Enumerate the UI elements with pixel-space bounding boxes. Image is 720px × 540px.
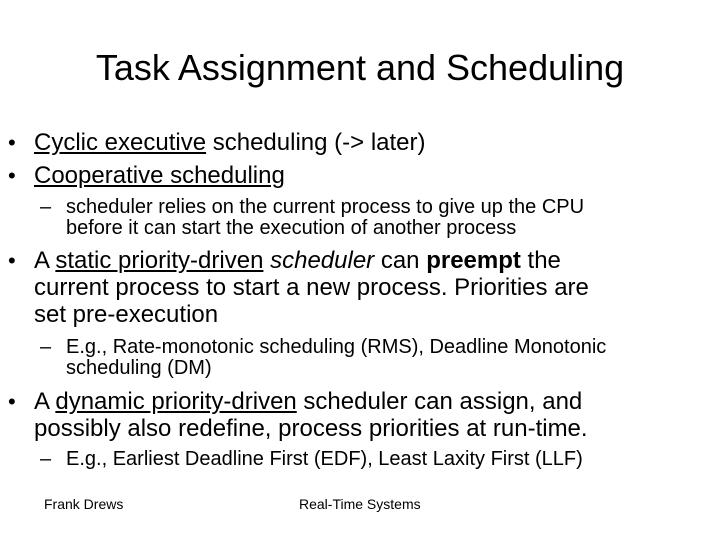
- bullet-cyclic-executive: [8, 129, 720, 156]
- bullet-dot: •: [8, 163, 16, 188]
- bullet-text-line-2: current process to start a new process. Priorities are: [34, 274, 589, 301]
- bullet-text-line-3: set pre-execution: [34, 301, 219, 328]
- italic-term: scheduler: [263, 247, 375, 274]
- bullet-text: [34, 162, 720, 189]
- slide-title: Task Assignment and Scheduling: [95, 47, 625, 88]
- underlined-term: Cyclic executive: [34, 129, 207, 156]
- bullet-text: [34, 388, 720, 415]
- bullet-text-line-2: possibly also redefine, process priorities at run-time.: [34, 415, 588, 442]
- sub-bullet-dash: –: [40, 336, 52, 358]
- footer-course: Real-Time Systems: [299, 496, 421, 512]
- bullet-dot: •: [8, 248, 16, 273]
- sub-bullet-dash: –: [40, 448, 52, 470]
- bullet-text-part: the: [520, 247, 561, 274]
- sub-bullet-cooperative: [40, 197, 720, 239]
- underlined-term: dynamic priority-driven: [55, 388, 297, 415]
- bullet-cooperative-scheduling: [8, 162, 720, 189]
- bullet-text: [34, 247, 720, 274]
- underlined-term: Cooperative scheduling: [34, 162, 285, 189]
- sub-bullet-dash: –: [40, 196, 52, 218]
- bullet-text-part: A: [34, 388, 56, 415]
- sub-bullet-line-2: before it can start the execution of another process: [66, 217, 517, 239]
- bullet-static-priority: [8, 247, 720, 328]
- bullet-text-part: scheduler can assign, and: [296, 388, 583, 415]
- sub-bullet-line-1: E.g., Earliest Deadline First (EDF), Least Laxity First (LLF): [66, 448, 583, 470]
- sub-bullet-edf: [40, 449, 720, 470]
- footer-author: Frank Drews: [44, 496, 124, 512]
- bullet-dot: •: [8, 389, 16, 414]
- underlined-term: static priority-driven: [55, 247, 264, 274]
- bullet-text: [34, 129, 720, 156]
- bullet-text-part: A: [34, 247, 56, 274]
- bullet-dot: •: [8, 130, 16, 155]
- sub-bullet-rms: [40, 337, 720, 379]
- bullet-text-part: can: [374, 247, 427, 274]
- bullet-dynamic-priority: [8, 388, 720, 442]
- sub-bullet-line-1: scheduler relies on the current process to give up the CPU: [66, 196, 585, 218]
- sub-bullet-line-2: scheduling (DM): [66, 357, 212, 379]
- bullet-text-rest: scheduling (-> later): [206, 129, 426, 156]
- sub-bullet-line-1: E.g., Rate-monotonic scheduling (RMS), Deadline Monotonic: [66, 336, 607, 358]
- bold-term: preempt: [426, 247, 521, 274]
